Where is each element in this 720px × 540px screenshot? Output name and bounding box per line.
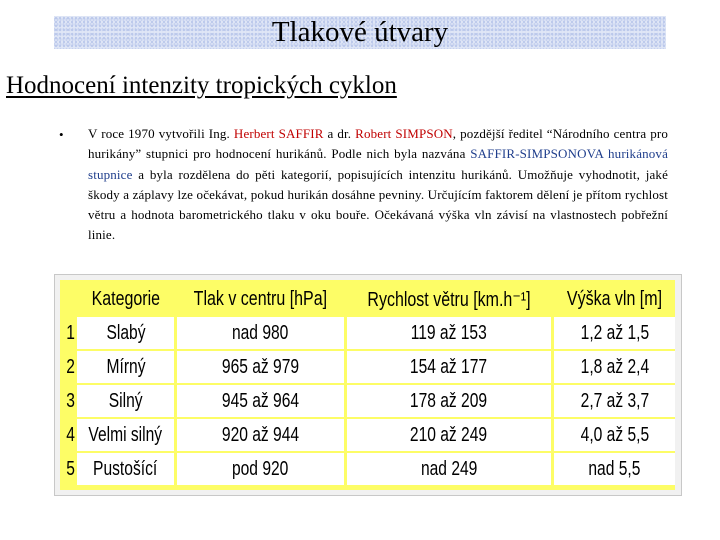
slide-subtitle: Hodnocení intenzity tropických cyklon [6,72,397,99]
table-row [62,451,675,485]
table-row [62,383,675,417]
row-category: Silný [77,383,174,417]
row-wind: 119 až 153 [344,315,551,349]
row-number: 2 [62,349,77,383]
row-wave: 2,7 až 3,7 [551,383,675,417]
row-wind: 178 až 209 [344,383,551,417]
para-text-2: a dr. [323,126,356,141]
para-text-4: a byla rozdělena do pěti kategorií, popisujících intenzitu hurikánů. Umožňuje vyhodnotit, jaké škody a záplavy lze očekávat, pokud hurikán dosáhne pevniny. Určujícím faktorem dělení je přítom rychlost větru a hodnota barometrického tlaku v oku bouře. Očekávaná výška vln závisí na vlastnostech pobřežní linie. [88,166,668,243]
row-wind: 210 až 249 [344,417,551,451]
row-wave: 1,2 až 1,5 [551,315,675,349]
row-number: 1 [62,315,77,349]
row-category: Pustošící [77,451,174,485]
row-pressure: 945 až 964 [174,383,344,417]
row-number: 3 [62,383,77,417]
header-category: Kategorie [77,283,174,315]
row-category: Velmi silný [77,417,174,451]
row-pressure: pod 920 [174,451,344,485]
table-frame [54,274,682,496]
row-category: Mírný [77,349,174,383]
row-pressure: nad 980 [174,315,344,349]
table-header-row [62,283,675,315]
scale-name: SAFFIR-SIMPSONOVA hurikánová stupnice [88,146,669,182]
row-pressure: 965 až 979 [174,349,344,383]
para-text-1: V roce 1970 vytvořili Ing. [88,126,234,141]
title-banner [54,16,666,49]
row-number: 4 [62,417,77,451]
row-number: 5 [62,451,77,485]
bullet-marker: • [59,127,64,142]
hurricane-scale-table [62,283,675,485]
slide-title: Tlakové útvary [271,16,449,48]
row-wave: 4,0 až 5,5 [551,417,675,451]
table-row [62,315,675,349]
body-paragraph [88,124,668,246]
name-saffir: Herbert SAFFIR [233,126,324,141]
row-wind: nad 249 [344,451,551,485]
header-wind: Rychlost větru [km.h⁻¹] [344,283,551,315]
table-row [62,417,675,451]
row-category: Slabý [77,315,174,349]
header-pressure: Tlak v centru [hPa] [174,283,344,315]
header-wave: Výška vln [m] [551,283,675,315]
table-row [62,349,675,383]
header-number [62,283,77,315]
name-simpson: Robert SIMPSON [355,126,453,141]
row-wave: 1,8 až 2,4 [551,349,675,383]
para-text-3: , pozdější ředitel “Národního centra pro hurikány” stupnici pro hodnocení hurikánů. Podle nich byla nazvána [88,126,668,162]
table-background [60,280,675,490]
row-pressure: 920 až 944 [174,417,344,451]
row-wind: 154 až 177 [344,349,551,383]
row-wave: nad 5,5 [551,451,675,485]
